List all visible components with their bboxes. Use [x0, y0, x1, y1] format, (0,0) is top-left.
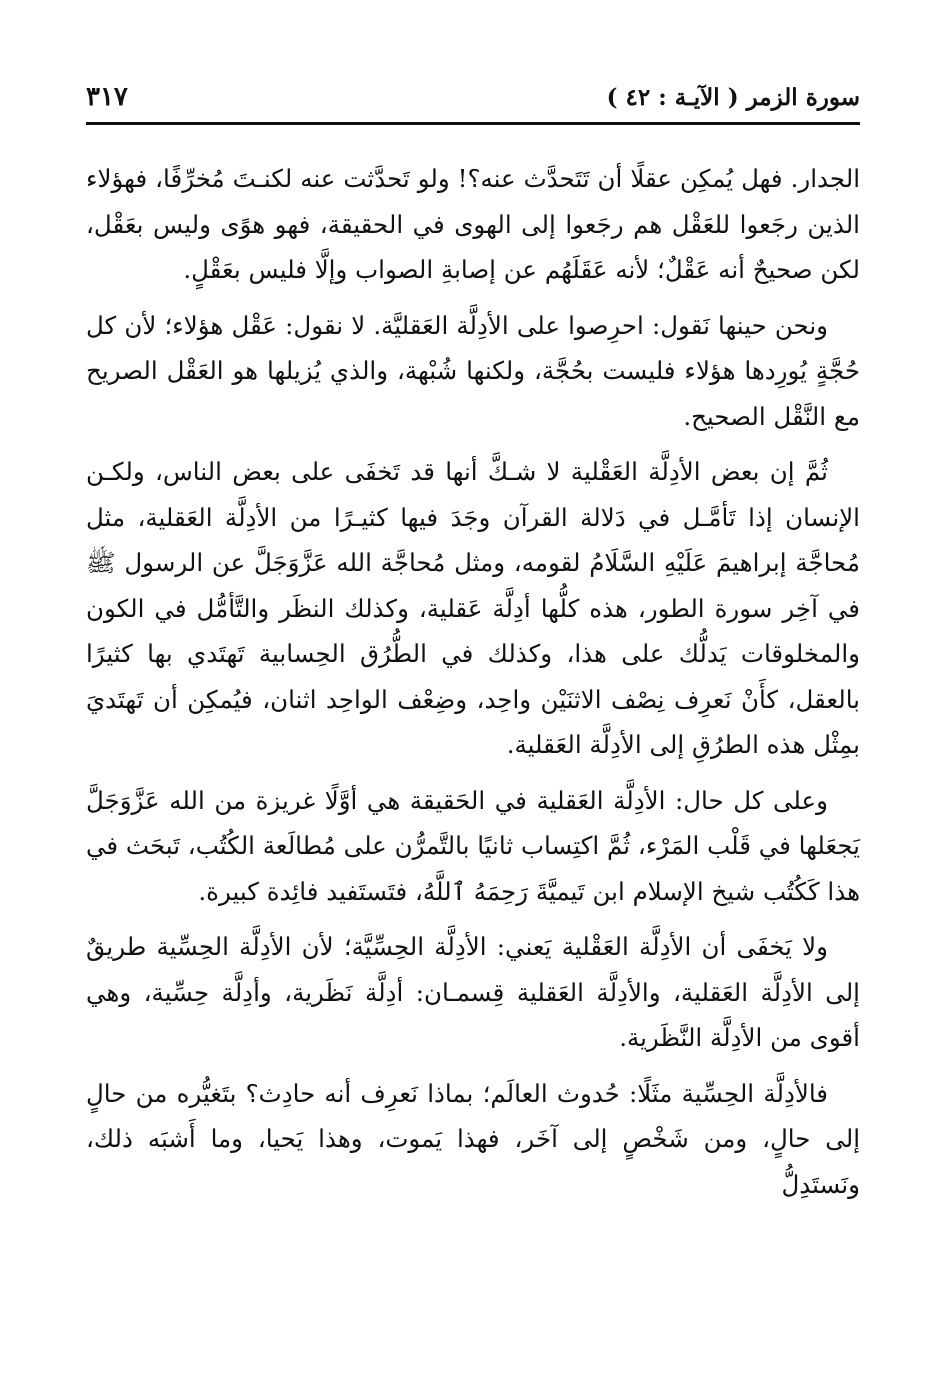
paragraph-3: ثُمَّ إن بعض الأدِلَّة العَقْلية لا شـكَّ أنها قد تَخفَى على بعض الناس، ولكـن الإنسان إذا تَأمَّـل في دَلالة القرآن وجَدَ فيها كثيـرًا من الأدِلَّة العَقلية، مثل مُحاجَّة إبراهيمَ عَلَيْهِ السَّلَامُ لقومه، ومثل مُحاجَّة الله عَزَّوَجَلَّ عن الرسول ﷺ في آخِر سورة الطور، هذه كلُّها أدِلَّة عَقلية، وكذلك النظَر والتَّأمُّل في الكون والمخلوقات يَدلُّك على هذا، وكذلك في الطُّرُق الحِسابية تَهتَدي بها كثيرًا بالعقل، كأَنْ نَعرِف نِصْف الاثنَيْن واحِد، وضِعْف الواحِد اثنان، فيُمكِن أن تَهتَديَ بمِثْل هذه الطرُقِ إلى الأدِلَّة العَقلية. — [86, 457, 860, 759]
paragraph-1: الجدار. فهل يُمكِن عقلًا أن تَتَحدَّث عنه؟! ولو تَحدَّثت عنه لكنـتَ مُخرِّفًا، فهؤلاء الذين رجَعوا للعَقْل هم رجَعوا إلى الهوى في الحقيقة، فهو هوًى وليس بعَقْل، لكن صحيحٌ أنه عَقْلٌ؛ لأنه عَقَلَهُم عن إصابةِ الصواب وإلَّا فليس بعَقْلٍ. — [86, 164, 860, 284]
running-header — [86, 78, 860, 125]
page-number: ٣١٧ — [86, 82, 128, 112]
surah-header-title: سورة الزمر ( الآيـة : ٤٢ ) — [606, 84, 860, 111]
paragraph-6: فالأدِلَّة الحِسِّية مثَلًا: حُدوث العالَم؛ بماذا نَعرِف أنه حادِث؟ بتَغيُّره من حالٍ إلى حالٍ، ومن شَخْصٍ إلى آخَر، فهذا يَموت، وهذا يَحيا، وما أَشبَه ذلك، ونَستَدِلُّ — [86, 1078, 860, 1199]
paragraph-4: وعلى كل حال: الأدِلَّة العَقلية في الحَقيقة هي أوَّلًا غريزة من الله عَزَّوَجَلَّ يَجعَلها في قَلْب المَرْء، ثُمَّ اكتِساب ثانيًا بالتَّمرُّن على مُطالَعة الكُتُب، تَبحَث في هذا كَكُتُب شيخ الإسلام ابن تَيميَّةَ رَحِمَهُ ٱللَّهُ، فتَستَفيد فائِدة كبيرة. — [86, 785, 860, 906]
paragraph-2: ونحن حينها نَقول: احرِصوا على الأدِلَّة العَقليَّة. لا نقول: عَقْل هؤلاء؛ لأن كل حُجَّةٍ يُورِدها هؤلاء فليست بحُجَّة، ولكنها شُبْهة، والذي يُزيلها هو العَقْل الصريح مع النَّقْل الصحيح. — [86, 310, 860, 431]
paragraph-5: ولا يَخفَى أن الأدِلَّة العَقْلية يَعني: الأدِلَّة الحِسِّيَّة؛ لأن الأدِلَّة الحِسِّية طريقٌ إلى الأدِلَّة العَقلية، والأدِلَّة العَقلية قِسمـان: أدِلَّة نَظَرية، وأدِلَّة حِسِّية، وهي أقوى من الأدِلَّة النَّظَرية. — [86, 932, 860, 1052]
body-text — [86, 156, 860, 1217]
